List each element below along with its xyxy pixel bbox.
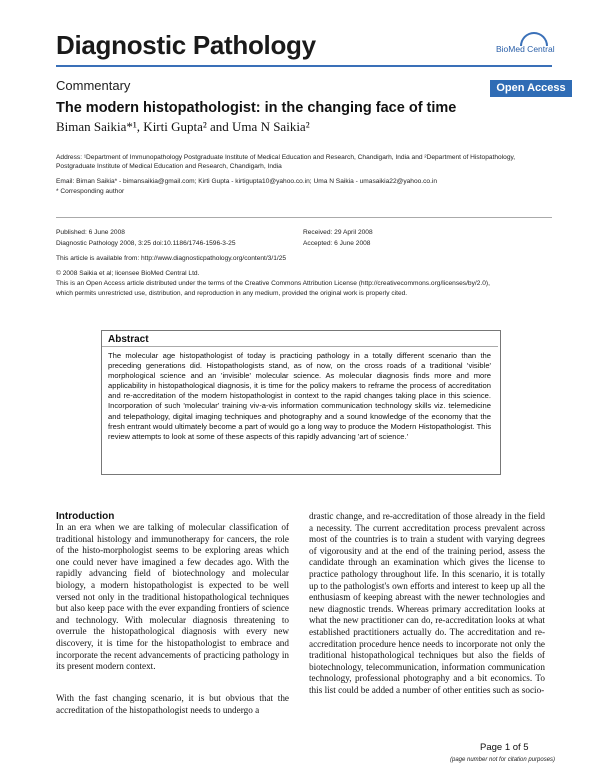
abstract-heading: Abstract — [108, 334, 149, 345]
abstract-rule — [102, 346, 498, 347]
abstract-text: The molecular age histopathologist of today is practicing pathology in a totally different scenario than the preceding generations did. Histopathologists stand, as of now, on the cross roads of a traditional 'visible' morphological science and an 'invisible' molecular science. As molecular diagnosis finds more and more applicability in histopathological diagnosis, it is time for the policy makers to reframe the process of accreditation and re-accreditation of the modern histopathologist in context to the rapid changes taking place in this science. Incorporation of such 'molecular' training viv-a-vis information communication technology skills viz. telemedicine and telepathology, digital imaging techniques and photography and a sound knowledge of the economy that the fresh entrant would ultimately become a part of would go a long way to produce the Modern Histopathologist. This review attempts to look at some of these aspects of this rapidly advancing 'art of science.' — [108, 351, 491, 441]
left-column-para-1: In an era when we are talking of molecular classification of traditional histology and immunotherapy for cancers, the role of the histo-morphologist seems to be exploring areas which one could never have imagined a few decades ago. With the rapidly advancing field of biotechnology and molecular biology, a modern histopathologist is expected to be well versed not only in the traditional histopathological techniques but also keep pace with the ever expanding frontiers of science and technology. With molecular diagnosis threatening to overrule the histopathological diagnosis with every new discovery, it is time for the histopathologist to embrace and incorporate the recent advancements of practicing pathology in its present modern context. — [56, 522, 289, 672]
page-note: (page number not for citation purposes) — [450, 757, 556, 763]
left-column-para-2: With the fast changing scenario, it is but obvious that the accreditation of the histopathologist needs to undergo a — [56, 693, 289, 715]
published-date: Published: 6 June 2008 — [56, 229, 125, 236]
right-column-text: drastic change, and re-accreditation of those already in the field a necessity. The current accreditation process prevalent across most of the countries is to train a student with varying degrees of vigorousity and at the end of the training period, assess the candidate through an examination which gives the license to practice pathology throughout life. In this scenario, it is totally up to the pathologist's own efforts and interest to keep up all the enthusiasm of keeping abreast with the newer technologies and new diagnostic trends. Whereas primary accreditation looks at what the new practitioner can do, re-accreditation looks at what established practitioners actually do. The accreditation and re-accreditation procedure hence needs to incorporate not only the traditional histopathological techniques but also the fields of biotechnology, telecommunication, information communication technology, professional photography and a bit economics. To this list could be added a number of other entities such as socio- — [309, 511, 545, 695]
corresponding-author: * Corresponding author — [56, 188, 125, 195]
introduction-heading: Introduction — [56, 511, 115, 522]
logo-text: BioMed Central — [496, 44, 555, 54]
address: Address: ¹Department of Immunopathology Postgraduate Institute of Medical Education and Research, Chandigarh, India and ²Department of Histopathology, Postgraduate Institute of Medical Education and Research, Chandigarh, India — [56, 154, 516, 170]
journal-title: Diagnostic Pathology — [56, 30, 316, 60]
license-line-2: which permits unrestricted use, distribution, and reproduction in any medium, provided the original work is properly cited. — [56, 290, 408, 297]
article-type: Commentary — [56, 78, 131, 93]
received-date: Received: 29 April 2008 — [303, 229, 373, 236]
authors: Biman Saikia*¹, Kirti Gupta² and Uma N Saikia² — [56, 119, 310, 134]
article-title: The modern histopathologist: in the changing face of time — [56, 100, 457, 116]
open-access-badge: Open Access — [490, 80, 572, 97]
biomed-central-logo — [496, 32, 555, 56]
meta-rule — [56, 217, 552, 218]
citation: Diagnostic Pathology 2008, 3:25 doi:10.1186/1746-1596-3-25 — [56, 240, 236, 247]
license-line-1: This is an Open Access article distributed under the terms of the Creative Commons Attribution License (http://creativecommons.org/licenses/by/2.0), — [56, 280, 490, 287]
article-url[interactable]: This article is available from: http://www.diagnosticpathology.org/content/3/1/25 — [56, 255, 287, 262]
header-rule — [56, 65, 552, 67]
copyright: © 2008 Saikia et al; licensee BioMed Central Ltd. — [56, 270, 200, 277]
emails: Email: Biman Saikia* - bimansaikia@gmail.com; Kirti Gupta - kirtigupta10@yahoo.co.in; Uma N Saikia - umasaikia22@yahoo.co.in — [56, 178, 438, 185]
accepted-date: Accepted: 6 June 2008 — [303, 240, 371, 247]
page-number: Page 1 of 5 — [480, 742, 529, 753]
